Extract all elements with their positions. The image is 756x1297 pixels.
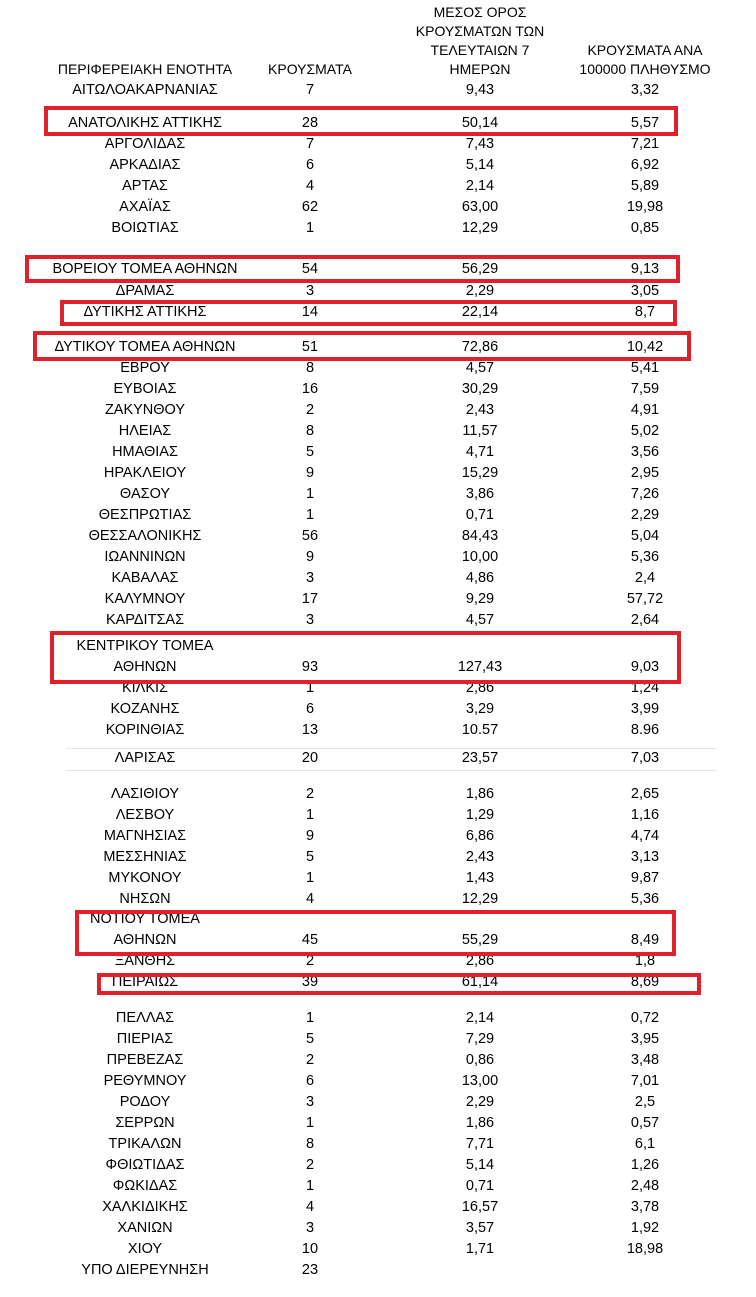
per100k-cell: 2,29 — [630, 507, 660, 523]
avg-cell: 127,43 — [457, 659, 503, 675]
region-cell: ΑΡΤΑΣ — [122, 178, 168, 194]
avg-cell: 13,00 — [461, 1073, 499, 1089]
region-cell: ΚΟΡΙΝΘΙΑΣ — [105, 722, 185, 738]
cases-cell: 1 — [305, 486, 315, 502]
cases-cell: 1 — [305, 220, 315, 236]
region-cell: ΑΡΓΟΛΙΔΑΣ — [104, 136, 186, 152]
avg-cell: 1,86 — [465, 786, 495, 802]
per100k-cell: 5,36 — [630, 891, 660, 907]
table-row — [0, 868, 756, 889]
region-cell: ΧΙΟΥ — [127, 1241, 163, 1257]
table-row — [0, 176, 756, 197]
region-cell: ΑΘΗΝΩΝ — [113, 659, 177, 675]
cases-cell: 3 — [305, 570, 315, 586]
cases-cell: 14 — [301, 304, 319, 320]
per100k-cell: 7,03 — [630, 750, 660, 766]
per100k-cell: 5,41 — [630, 360, 660, 376]
table-row — [0, 568, 756, 589]
avg-cell: 4,57 — [465, 612, 495, 628]
per100k-cell: 3,56 — [630, 444, 660, 460]
per100k-cell: 7,26 — [630, 486, 660, 502]
region-cell: ΚΑΛΥΜΝΟΥ — [104, 591, 186, 607]
cases-cell: 6 — [305, 1073, 315, 1089]
per100k-cell: 5,36 — [630, 549, 660, 565]
per100k-cell: 3,05 — [630, 283, 660, 299]
table-row — [0, 589, 756, 610]
avg-cell: 22,14 — [461, 304, 499, 320]
region-cell: ΧΑΝΙΩΝ — [117, 1220, 173, 1236]
table-row — [0, 748, 756, 769]
region-cell: ΡΕΘΥΜΝΟΥ — [103, 1073, 187, 1089]
table-row — [0, 720, 756, 741]
per100k-cell: 8,7 — [634, 304, 656, 320]
region-cell: ΚΑΒΑΛΑΣ — [111, 570, 179, 586]
region-cell: ΥΠΟ ΔΙΕΡΕΥΝΗΣΗ — [81, 1262, 209, 1278]
avg-cell: 7,29 — [465, 1031, 495, 1047]
region-cell: ΣΕΡΡΩΝ — [115, 1115, 175, 1131]
avg-cell: 50,14 — [461, 115, 499, 131]
avg-cell: 2,43 — [465, 402, 495, 418]
avg-cell: 2,29 — [465, 283, 495, 299]
highlight-box — [75, 910, 676, 956]
region-cell-line-1: ΚΕΝΤΡΙΚΟΥ ΤΟΜΕΑ — [76, 638, 214, 654]
table-row — [0, 197, 756, 218]
avg-cell: 2,43 — [465, 849, 495, 865]
region-cell: ΞΑΝΘΗΣ — [114, 953, 176, 969]
table-row — [0, 1008, 756, 1029]
header-cases-label: ΚΡΟΥΣΜΑΤΑ — [268, 61, 352, 77]
cases-cell: 54 — [301, 261, 319, 277]
avg-cell: 1,71 — [465, 1241, 495, 1257]
divider-line — [66, 770, 716, 771]
avg-cell: 0,86 — [465, 1052, 495, 1068]
table-row — [0, 421, 756, 442]
cases-cell: 1 — [305, 807, 315, 823]
region-cell: ΑΘΗΝΩΝ — [113, 932, 177, 948]
region-cell: ΕΒΡΟΥ — [120, 360, 170, 376]
per100k-cell: 2,4 — [634, 570, 656, 586]
table-row — [0, 1092, 756, 1113]
cases-cell: 7 — [305, 82, 315, 98]
divider-line — [66, 748, 716, 749]
table-row — [0, 218, 756, 239]
avg-cell: 3,29 — [465, 701, 495, 717]
avg-cell: 4,86 — [465, 570, 495, 586]
table-row — [0, 379, 756, 400]
highlight-box — [97, 973, 701, 995]
highlight-box — [25, 255, 680, 283]
per100k-cell: 57,72 — [626, 591, 664, 607]
cases-cell: 1 — [305, 1178, 315, 1194]
table-row — [0, 80, 756, 101]
avg-cell: 4,57 — [465, 360, 495, 376]
cases-cell: 4 — [305, 178, 315, 194]
per100k-cell: 7,01 — [630, 1073, 660, 1089]
avg-cell: 9,29 — [465, 591, 495, 607]
table-row — [0, 442, 756, 463]
cases-cell: 1 — [305, 680, 315, 696]
per100k-cell: 9,13 — [630, 261, 660, 277]
per100k-cell: 1,8 — [634, 953, 656, 969]
region-cell-line-1: ΝΟΤΙΟΥ ΤΟΜΕΑ — [90, 911, 200, 927]
region-cell: ΚΙΛΚΙΣ — [121, 680, 169, 696]
cases-cell: 56 — [301, 528, 319, 544]
avg-cell: 56,29 — [461, 261, 499, 277]
region-cell: ΠΙΕΡΙΑΣ — [116, 1031, 174, 1047]
highlight-box — [50, 631, 681, 684]
cases-cell: 93 — [301, 659, 319, 675]
region-cell: ΧΑΛΚΙΔΙΚΗΣ — [102, 1199, 188, 1215]
per100k-cell: 3,48 — [630, 1052, 660, 1068]
avg-cell: 1,43 — [465, 870, 495, 886]
per100k-cell: 1,26 — [630, 1157, 660, 1173]
table-row — [0, 1134, 756, 1155]
cases-cell: 1 — [305, 1115, 315, 1131]
table-row — [0, 1197, 756, 1218]
avg-cell: 2,14 — [465, 1010, 495, 1026]
per100k-cell: 6,92 — [630, 157, 660, 173]
header-avg — [410, 3, 550, 79]
table-row — [0, 484, 756, 505]
table-row — [0, 847, 756, 868]
avg-cell: 10.57 — [461, 722, 499, 738]
region-cell: ΚΑΡΔΙΤΣΑΣ — [105, 612, 185, 628]
region-cell: ΒΟΙΩΤΙΑΣ — [111, 220, 179, 236]
cases-cell: 8 — [305, 360, 315, 376]
table-row — [0, 1176, 756, 1197]
per100k-cell: 0,72 — [630, 1010, 660, 1026]
region-cell: ΔΥΤΙΚΗΣ ΑΤΤΙΚΗΣ — [83, 304, 207, 320]
avg-cell: 2,86 — [465, 953, 495, 969]
per100k-cell: 3,32 — [630, 82, 660, 98]
avg-cell: 4,71 — [465, 444, 495, 460]
avg-cell: 10,00 — [461, 549, 499, 565]
avg-cell: 63,00 — [461, 199, 499, 215]
cases-cell: 6 — [305, 701, 315, 717]
cases-cell: 7 — [305, 136, 315, 152]
table-row — [0, 526, 756, 547]
cases-cell: 1 — [305, 870, 315, 886]
cases-cell: 3 — [305, 612, 315, 628]
cases-cell: 51 — [301, 339, 319, 355]
cases-cell: 5 — [305, 444, 315, 460]
per100k-cell: 6,1 — [634, 1136, 656, 1152]
per100k-cell: 10,42 — [626, 339, 664, 355]
header-per100k-line-2: 100000 ΠΛΗΘΥΣΜΟ — [579, 61, 711, 77]
avg-cell: 3,86 — [465, 486, 495, 502]
avg-cell: 9,43 — [465, 82, 495, 98]
avg-cell: 0,71 — [465, 1178, 495, 1194]
table-row — [0, 1029, 756, 1050]
region-cell: ΠΕΙΡΑΙΩΣ — [111, 974, 179, 990]
per100k-cell: 2,5 — [634, 1094, 656, 1110]
cases-cell: 4 — [305, 891, 315, 907]
per100k-cell: 2,48 — [630, 1178, 660, 1194]
table-row — [0, 134, 756, 155]
avg-cell: 1,29 — [465, 807, 495, 823]
cases-cell: 3 — [305, 283, 315, 299]
per100k-cell: 3,13 — [630, 849, 660, 865]
avg-cell: 7,71 — [465, 1136, 495, 1152]
region-cell: ΡΟΔΟΥ — [119, 1094, 171, 1110]
cases-cell: 6 — [305, 157, 315, 173]
avg-cell: 2,86 — [465, 680, 495, 696]
avg-cell: 23,57 — [461, 750, 499, 766]
avg-cell: 55,29 — [461, 932, 499, 948]
region-cell: ΛΕΣΒΟΥ — [115, 807, 175, 823]
per100k-cell: 2,64 — [630, 612, 660, 628]
per100k-cell: 8,49 — [630, 932, 660, 948]
cases-cell: 8 — [305, 1136, 315, 1152]
per100k-cell: 8,69 — [630, 974, 660, 990]
per100k-cell: 1,16 — [630, 807, 660, 823]
region-cell: ΘΕΣΠΡΩΤΙΑΣ — [98, 507, 192, 523]
region-cell: ΕΥΒΟΙΑΣ — [113, 381, 177, 397]
cases-cell: 2 — [305, 953, 315, 969]
per100k-cell: 5,89 — [630, 178, 660, 194]
avg-cell: 1,86 — [465, 1115, 495, 1131]
avg-cell: 11,57 — [462, 423, 498, 439]
per100k-cell: 3,78 — [630, 1199, 660, 1215]
highlight-box — [33, 331, 691, 361]
region-cell: ΦΘΙΩΤΙΔΑΣ — [105, 1157, 185, 1173]
highlight-box — [60, 300, 677, 326]
region-cell: ΙΩΑΝΝΙΝΩΝ — [104, 549, 186, 565]
table-row — [0, 805, 756, 826]
region-cell: ΖΑΚΥΝΘΟΥ — [104, 402, 186, 418]
header-avg-line-2: ΚΡΟΥΣΜΑΤΩΝ ΤΩΝ — [415, 23, 545, 39]
table-row — [0, 1113, 756, 1134]
region-cell: ΜΕΣΣΗΝΙΑΣ — [103, 849, 187, 865]
cases-cell: 2 — [305, 1052, 315, 1068]
region-cell: ΗΜΑΘΙΑΣ — [112, 444, 178, 460]
per100k-cell: 3,99 — [630, 701, 660, 717]
header-per100k-line-1: ΚΡΟΥΣΜΑΤΑ ΑΝΑ — [587, 42, 703, 58]
per100k-cell: 1,92 — [630, 1220, 660, 1236]
table-row — [0, 1071, 756, 1092]
table-row — [0, 547, 756, 568]
header-region-label: ΠΕΡΙΦΕΡΕΙΑΚΗ ΕΝΟΤΗΤΑ — [57, 61, 233, 77]
cases-cell: 2 — [305, 786, 315, 802]
region-cell: ΗΡΑΚΛΕΙΟΥ — [103, 465, 187, 481]
avg-cell: 15,29 — [461, 465, 499, 481]
region-cell: ΒΟΡΕΙΟΥ ΤΟΜΕΑ ΑΘΗΝΩΝ — [52, 261, 238, 277]
table-row — [0, 1218, 756, 1239]
header-per100k — [570, 41, 720, 79]
cases-cell: 10 — [301, 1241, 319, 1257]
region-cell: ΑΧΑΪΑΣ — [119, 199, 171, 215]
cases-cell: 45 — [301, 932, 319, 948]
avg-cell: 3,57 — [465, 1220, 495, 1236]
region-cell: ΘΕΣΣΑΛΟΝΙΚΗΣ — [88, 528, 202, 544]
table-row — [0, 358, 756, 379]
cases-cell: 9 — [305, 828, 315, 844]
avg-cell: 30,29 — [461, 381, 499, 397]
per100k-cell: 8.96 — [630, 722, 660, 738]
avg-cell: 5,14 — [465, 157, 495, 173]
region-cell: ΤΡΙΚΑΛΩΝ — [108, 1136, 182, 1152]
per100k-cell: 1,24 — [630, 680, 660, 696]
table-row — [0, 463, 756, 484]
table-row — [0, 1260, 756, 1281]
region-cell: ΔΥΤΙΚΟΥ ΤΟΜΕΑ ΑΘΗΝΩΝ — [54, 339, 236, 355]
region-cell: ΜΑΓΝΗΣΙΑΣ — [103, 828, 187, 844]
cases-cell: 1 — [305, 507, 315, 523]
table-row — [0, 1050, 756, 1071]
cases-cell: 3 — [305, 1220, 315, 1236]
per100k-cell: 2,65 — [630, 786, 660, 802]
per100k-cell: 19,98 — [626, 199, 664, 215]
per100k-cell: 2,95 — [630, 465, 660, 481]
table-row — [0, 155, 756, 176]
cases-cell: 28 — [301, 115, 319, 131]
per100k-cell: 5,57 — [630, 115, 660, 131]
header-avg-line-4: ΗΜΕΡΩΝ — [449, 61, 511, 77]
table-row — [0, 826, 756, 847]
cases-cell: 3 — [305, 1094, 315, 1110]
region-cell: ΗΛΕΙΑΣ — [118, 423, 172, 439]
region-cell: ΠΕΛΛΑΣ — [115, 1010, 175, 1026]
cases-cell: 8 — [305, 423, 315, 439]
avg-cell: 2,29 — [465, 1094, 495, 1110]
per100k-cell: 0,57 — [630, 1115, 660, 1131]
avg-cell: 7,43 — [465, 136, 495, 152]
per100k-cell: 7,59 — [630, 381, 660, 397]
avg-cell: 12,29 — [461, 220, 499, 236]
table-row — [0, 784, 756, 805]
cases-cell: 5 — [305, 849, 315, 865]
cases-cell: 9 — [305, 549, 315, 565]
per100k-cell: 4,91 — [630, 402, 660, 418]
cases-cell: 2 — [305, 1157, 315, 1173]
per100k-cell: 9,87 — [630, 870, 660, 886]
per100k-cell: 4,74 — [630, 828, 660, 844]
region-cell: ΚΟΖΑΝΗΣ — [110, 701, 180, 717]
table-row — [0, 400, 756, 421]
per100k-cell: 0,85 — [630, 220, 660, 236]
avg-cell: 72,86 — [461, 339, 499, 355]
cases-cell: 20 — [301, 750, 319, 766]
region-cell: ΠΡΕΒΕΖΑΣ — [106, 1052, 184, 1068]
cases-cell: 13 — [301, 722, 319, 738]
avg-cell: 5,14 — [465, 1157, 495, 1173]
region-cell: ΜΥΚΟΝΟΥ — [108, 870, 182, 886]
region-cell: ΔΡΑΜΑΣ — [115, 283, 175, 299]
header-region — [20, 60, 270, 79]
avg-cell: 61,14 — [461, 974, 499, 990]
table-row — [0, 281, 756, 302]
per100k-cell: 18,98 — [626, 1241, 664, 1257]
cases-cell: 2 — [305, 402, 315, 418]
region-cell: ΦΩΚΙΔΑΣ — [112, 1178, 178, 1194]
avg-cell: 0,71 — [465, 507, 495, 523]
table-row — [0, 889, 756, 910]
table-row — [0, 1239, 756, 1260]
avg-cell: 6,86 — [465, 828, 495, 844]
cases-cell: 39 — [301, 974, 319, 990]
region-cell: ΑΡΚΑΔΙΑΣ — [109, 157, 181, 173]
avg-cell: 12,29 — [461, 891, 499, 907]
cases-cell: 9 — [305, 465, 315, 481]
per100k-cell: 3,95 — [630, 1031, 660, 1047]
cases-cell: 62 — [301, 199, 319, 215]
header-avg-line-3: ΤΕΛΕΥΤΑΙΩΝ 7 — [430, 42, 530, 58]
per100k-cell: 7,21 — [630, 136, 660, 152]
region-cell: ΘΑΣΟΥ — [119, 486, 171, 502]
per100k-cell: 5,02 — [630, 423, 660, 439]
cases-cell: 23 — [301, 1262, 319, 1278]
avg-cell: 2,14 — [465, 178, 495, 194]
avg-cell: 16,57 — [461, 1199, 499, 1215]
per100k-cell: 5,04 — [630, 528, 660, 544]
cases-cell: 16 — [301, 381, 319, 397]
region-cell: ΛΑΣΙΘΙΟΥ — [110, 786, 180, 802]
table-row — [0, 610, 756, 631]
region-cell: ΝΗΣΩΝ — [119, 891, 171, 907]
per100k-cell: 9,03 — [630, 659, 660, 675]
avg-cell: 84,43 — [461, 528, 499, 544]
cases-cell: 5 — [305, 1031, 315, 1047]
header-cases — [250, 60, 370, 79]
region-cell: ΑΝΑΤΟΛΙΚΗΣ ΑΤΤΙΚΗΣ — [68, 115, 222, 131]
table-row — [0, 699, 756, 720]
table-row — [0, 505, 756, 526]
table-row — [0, 1155, 756, 1176]
region-cell: ΛΑΡΙΣΑΣ — [114, 750, 176, 766]
cases-cell: 4 — [305, 1199, 315, 1215]
header-avg-line-1: ΜΕΣΟΣ ΟΡΟΣ — [433, 4, 527, 20]
highlight-box — [44, 106, 678, 136]
cases-cell: 17 — [301, 591, 319, 607]
region-cell: ΑΙΤΩΛΟΑΚΑΡΝΑΝΙΑΣ — [72, 82, 218, 98]
cases-cell: 1 — [305, 1010, 315, 1026]
